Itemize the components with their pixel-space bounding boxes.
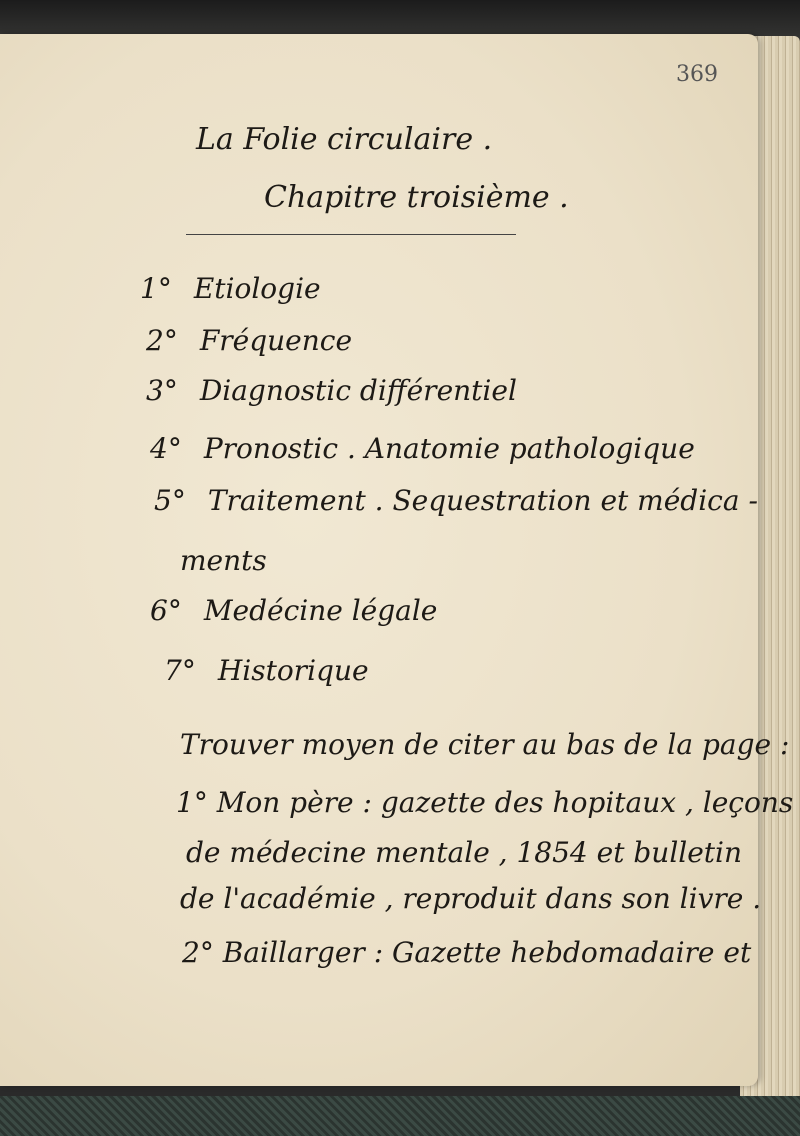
note-line: Trouver moyen de citer au bas de la page : (180, 728, 790, 761)
list-item-text: Historique (217, 654, 369, 687)
list-item (154, 484, 758, 517)
list-item-text: Pronostic . Anatomie pathologique (203, 432, 695, 465)
list-item-number: 4° (150, 432, 182, 465)
list-item-number: 2° (146, 324, 178, 357)
list-item-continuation (180, 544, 267, 577)
list-item-text: Etiologie (193, 272, 321, 305)
note-line: 1° Mon père : gazette des hopitaux , leçons (176, 786, 794, 819)
page-title: La Folie circulaire . (196, 122, 493, 157)
list-item-text: ments (180, 544, 267, 577)
list-item-text: Fréquence (199, 324, 353, 357)
list-item (164, 654, 369, 687)
list-item (146, 374, 517, 407)
list-item-text: Medécine légale (203, 594, 438, 627)
page-number: 369 (676, 62, 718, 87)
list-item-number: 6° (150, 594, 182, 627)
chapter-subtitle: Chapitre troisième . (264, 180, 569, 215)
list-item (150, 432, 695, 465)
list-item-number: 1° (140, 272, 172, 305)
list-item-text: Traitement . Sequestration et médica - (207, 484, 758, 517)
list-item-number: 7° (164, 654, 196, 687)
heading-underline (186, 234, 516, 235)
list-item-text: Diagnostic différentiel (199, 374, 517, 407)
book-binding-bottom (0, 1096, 800, 1136)
list-item (150, 594, 437, 627)
list-item-number: 3° (146, 374, 178, 407)
list-item-number: 5° (154, 484, 186, 517)
list-item (140, 272, 321, 305)
note-line: de l'académie , reproduit dans son livre . (180, 882, 762, 915)
list-item (146, 324, 352, 357)
note-line: de médecine mentale , 1854 et bulletin (186, 836, 743, 869)
note-line: 2° Baillarger : Gazette hebdomadaire et (182, 936, 752, 969)
